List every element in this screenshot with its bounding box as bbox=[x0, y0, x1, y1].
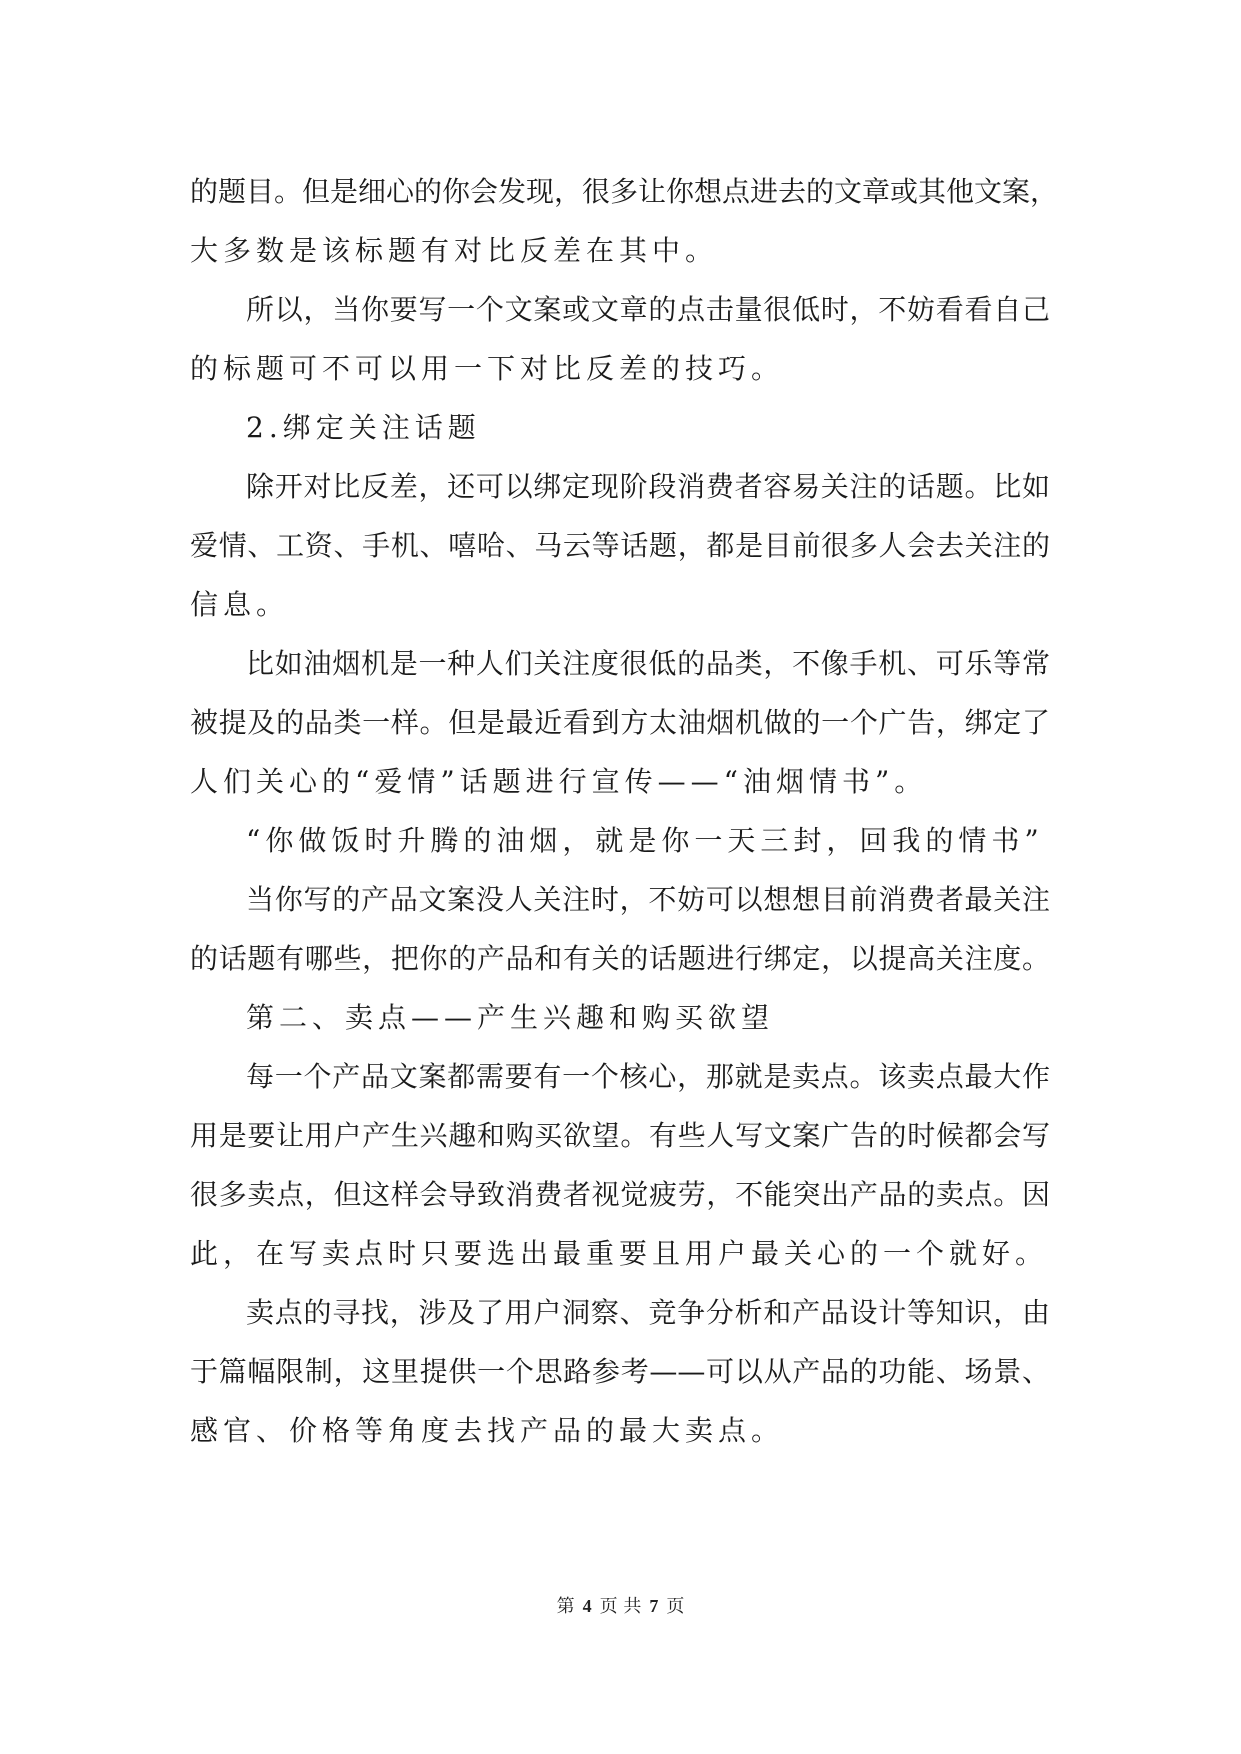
text-line: 的题目。但是细心的你会发现，很多让你想点进去的文章或其他文案， bbox=[190, 175, 1059, 208]
text-line: 除开对比反差，还可以绑定现阶段消费者容易关注的话题。比如 bbox=[246, 470, 1050, 503]
page-footer bbox=[0, 1594, 1241, 1619]
text-line: 当你写的产品文案没人关注时，不妨可以想想目前消费者最关注 bbox=[246, 883, 1050, 916]
text-line: 人们关心的“爱情”话题进行宣传——“油烟情书”。 bbox=[190, 765, 928, 798]
text-line: 比如油烟机是一种人们关注度很低的品类，不像手机、可乐等常 bbox=[246, 647, 1050, 680]
text-line: 所以，当你要写一个文案或文章的点击量很低时，不妨看看自己 bbox=[246, 293, 1050, 326]
text-line: 大多数是该标题有对比反差在其中。 bbox=[190, 234, 719, 267]
text-line: 的话题有哪些，把你的产品和有关的话题进行绑定，以提高关注度。 bbox=[190, 942, 1050, 975]
document-body bbox=[190, 162, 1059, 1460]
text-line: 的标题可不可以用一下对比反差的技巧。 bbox=[190, 352, 785, 385]
quote-line: “你做饭时升腾的油烟，就是你一天三封，回我的情书” bbox=[246, 824, 1044, 857]
section-heading: 第二、卖点——产生兴趣和购买欲望 bbox=[246, 1001, 775, 1034]
current-page-number: 4 bbox=[582, 1596, 592, 1616]
text-line: 于篇幅限制，这里提供一个思路参考——可以从产品的功能、场景、 bbox=[190, 1355, 1050, 1388]
text-line: 感官、价格等角度去找产品的最大卖点。 bbox=[190, 1414, 785, 1447]
footer-middle: 页 共 bbox=[599, 1596, 642, 1617]
footer-prefix: 第 bbox=[556, 1596, 575, 1617]
text-line: 爱情、工资、手机、嘻哈、马云等话题，都是目前很多人会去关注的 bbox=[190, 529, 1050, 562]
total-page-number: 7 bbox=[649, 1596, 659, 1616]
text-line: 很多卖点，但这样会导致消费者视觉疲劳，不能突出产品的卖点。因 bbox=[190, 1178, 1050, 1211]
section-heading: 2.绑定关注话题 bbox=[246, 411, 481, 444]
text-line: 此，在写卖点时只要选出最重要且用户最关心的一个就好。 bbox=[190, 1237, 1049, 1270]
footer-suffix: 页 bbox=[666, 1596, 685, 1617]
text-line: 用是要让用户产生兴趣和购买欲望。有些人写文案广告的时候都会写 bbox=[190, 1119, 1050, 1152]
text-line: 卖点的寻找，涉及了用户洞察、竞争分析和产品设计等知识，由 bbox=[246, 1296, 1050, 1329]
text-line: 每一个产品文案都需要有一个核心，那就是卖点。该卖点最大作 bbox=[246, 1060, 1050, 1093]
text-line: 信息。 bbox=[190, 588, 290, 621]
text-line: 被提及的品类一样。但是最近看到方太油烟机做的一个广告，绑定了 bbox=[190, 706, 1050, 739]
